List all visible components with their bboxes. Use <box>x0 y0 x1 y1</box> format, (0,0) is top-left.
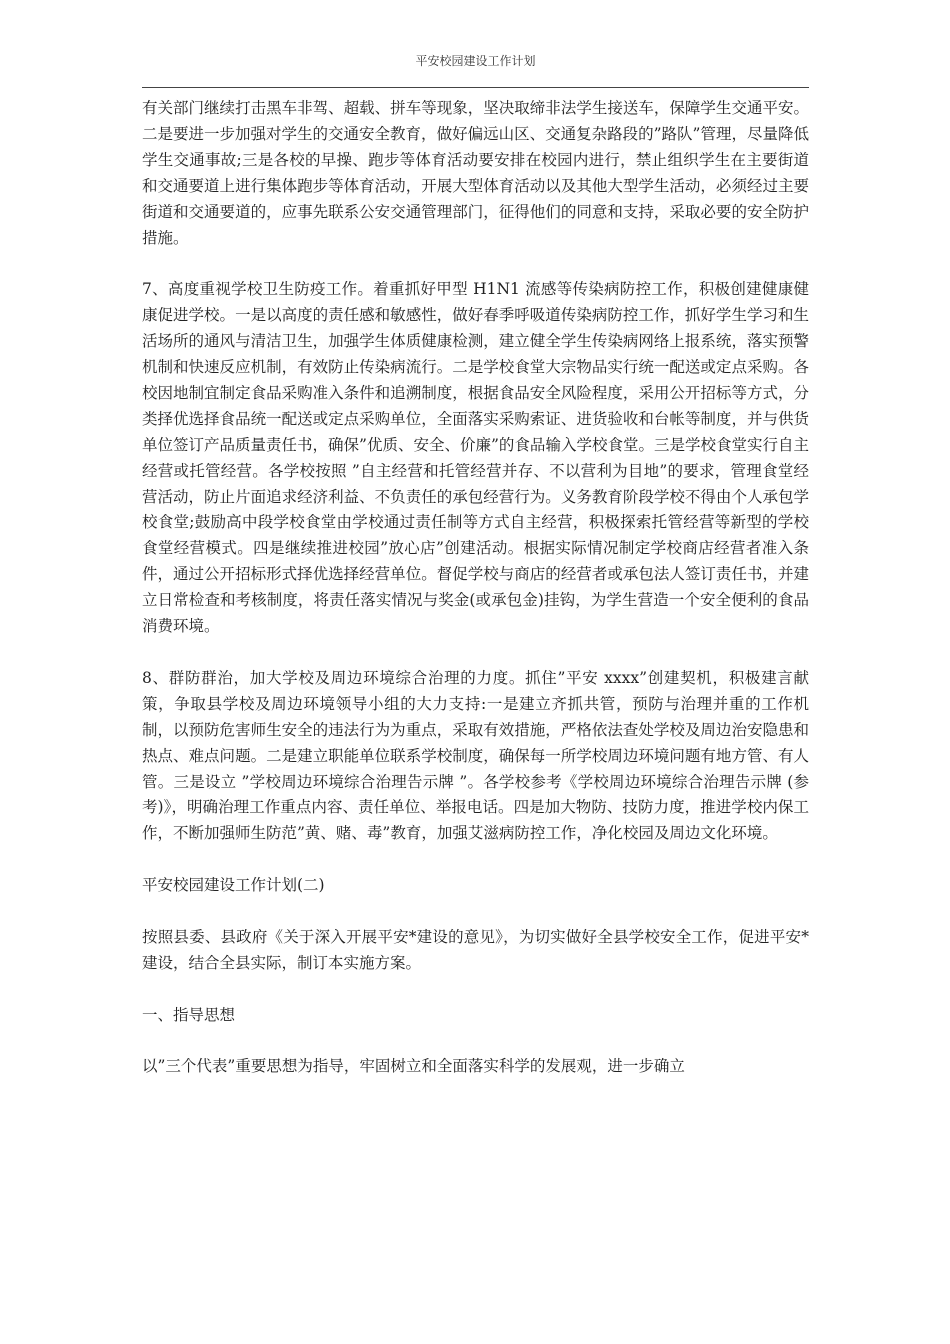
paragraph-traffic-safety: 有关部门继续打击黑车非驾、超载、拼车等现象，坚决取缔非法学生接送车，保障学生交通平安。二是要进一步加强对学生的交通安全教育，做好偏远山区、交通复杂路段的”路队”管理，尽量降低学生交通事故;三是各校的早操、跑步等体育活动要安排在校园内进行，禁止组织学生在主要街道和交通要道上进行集体跑步等体育活动，开展大型体育活动以及其他大型学生活动，必须经过主要街道和交通要道的，应事先联系公安交通管理部门，征得他们的同意和支持，采取必要的安全防护措施。 <box>142 99 809 247</box>
paragraph-item-8-environment: 8、群防群治，加大学校及周边环境综合治理的力度。抓住”平安 xxxx”创建契机，积极建言献策，争取县学校及周边环境领导小组的大力支持:一是建立齐抓共管，预防与治理并重的工作机制，以预防危害师生安全的违法行为为重点，采取有效措施，严格依法查处学校及周边治安隐患和热点、难点问题。二是建立职能单位联系学校制度，确保每一所学校周边环境问题有地方管、有人管。三是设立 ”学校周边环境综合治理告示牌 ”。各学校参考《学校周边环境综合治理告示牌 (参考)》，明确治理工作重点内容、责任单位、举报电话。四是加大物防、技防力度，推进学校内保工作，不断加强师生防范”黄、赌、毒”教育，加强艾滋病防控工作，净化校园及周边文化环境。 <box>142 668 809 843</box>
heading-guiding-ideology: 一、指导思想 <box>142 1005 236 1024</box>
paragraph-intro: 按照县委、县政府《关于深入开展平安*建设的意见》，为切实做好全县学校安全工作，促进平安*建设，结合全县实际，制订本实施方案。 <box>142 927 809 972</box>
section-title-plan-two: 平安校园建设工作计划(二) <box>142 876 325 895</box>
header-divider <box>142 87 809 88</box>
paragraph-item-7-health: 7、高度重视学校卫生防疫工作。着重抓好甲型 H1N1 流感等传染病防控工作，积极创建健康健康促进学校。一是以高度的责任感和敏感性，做好春季呼吸道传染病防控工作，抓好学生学习和生活场所的通风与清洁卫生，加强学生体质健康检测，建立健全学生传染病网络上报系统，落实预警机制和快速反应机制，有效防止传染病流行。二是学校食堂大宗物品实行统一配送或定点采购。各校因地制宜制定食品采购准入条件和追溯制度，根据食品安全风险程度，采用公开招标等方式，分类择优选择食品统一配送或定点采购单位，全面落实采购索证、进货验收和台帐等制度，并与供货单位签订产品质量责任书，确保”优质、安全、价廉”的食品输入学校食堂。三是学校食堂实行自主经营或托管经营。各学校按照 ”自主经营和托管经营并存、不以营利为目地”的要求，管理食堂经营活动，防止片面追求经济利益、不负责任的承包经营行为。义务教育阶段学校不得由个人承包学校食堂;鼓励高中段学校食堂由学校通过责任制等方式自主经营，积极探索托管经营等新型的学校食堂经营模式。四是继续推进校园”放心店”创建活动。根据实际情况制定学校商店经营者准入条件，通过公开招标形式择优选择经营单位。督促学校与商店的经营者或承包法人签订责任书，并建立日常检查和考核制度，将责任落实情况与奖金(或承包金)挂钩，为学生营造一个安全便利的食品消费环境。 <box>142 280 809 636</box>
paragraph-guiding-ideology: 以”三个代表”重要思想为指导，牢固树立和全面落实科学的发展观，进一步确立 <box>142 1057 685 1076</box>
running-header: 平安校园建设工作计划 <box>415 54 536 68</box>
document-body <box>142 96 809 1080</box>
